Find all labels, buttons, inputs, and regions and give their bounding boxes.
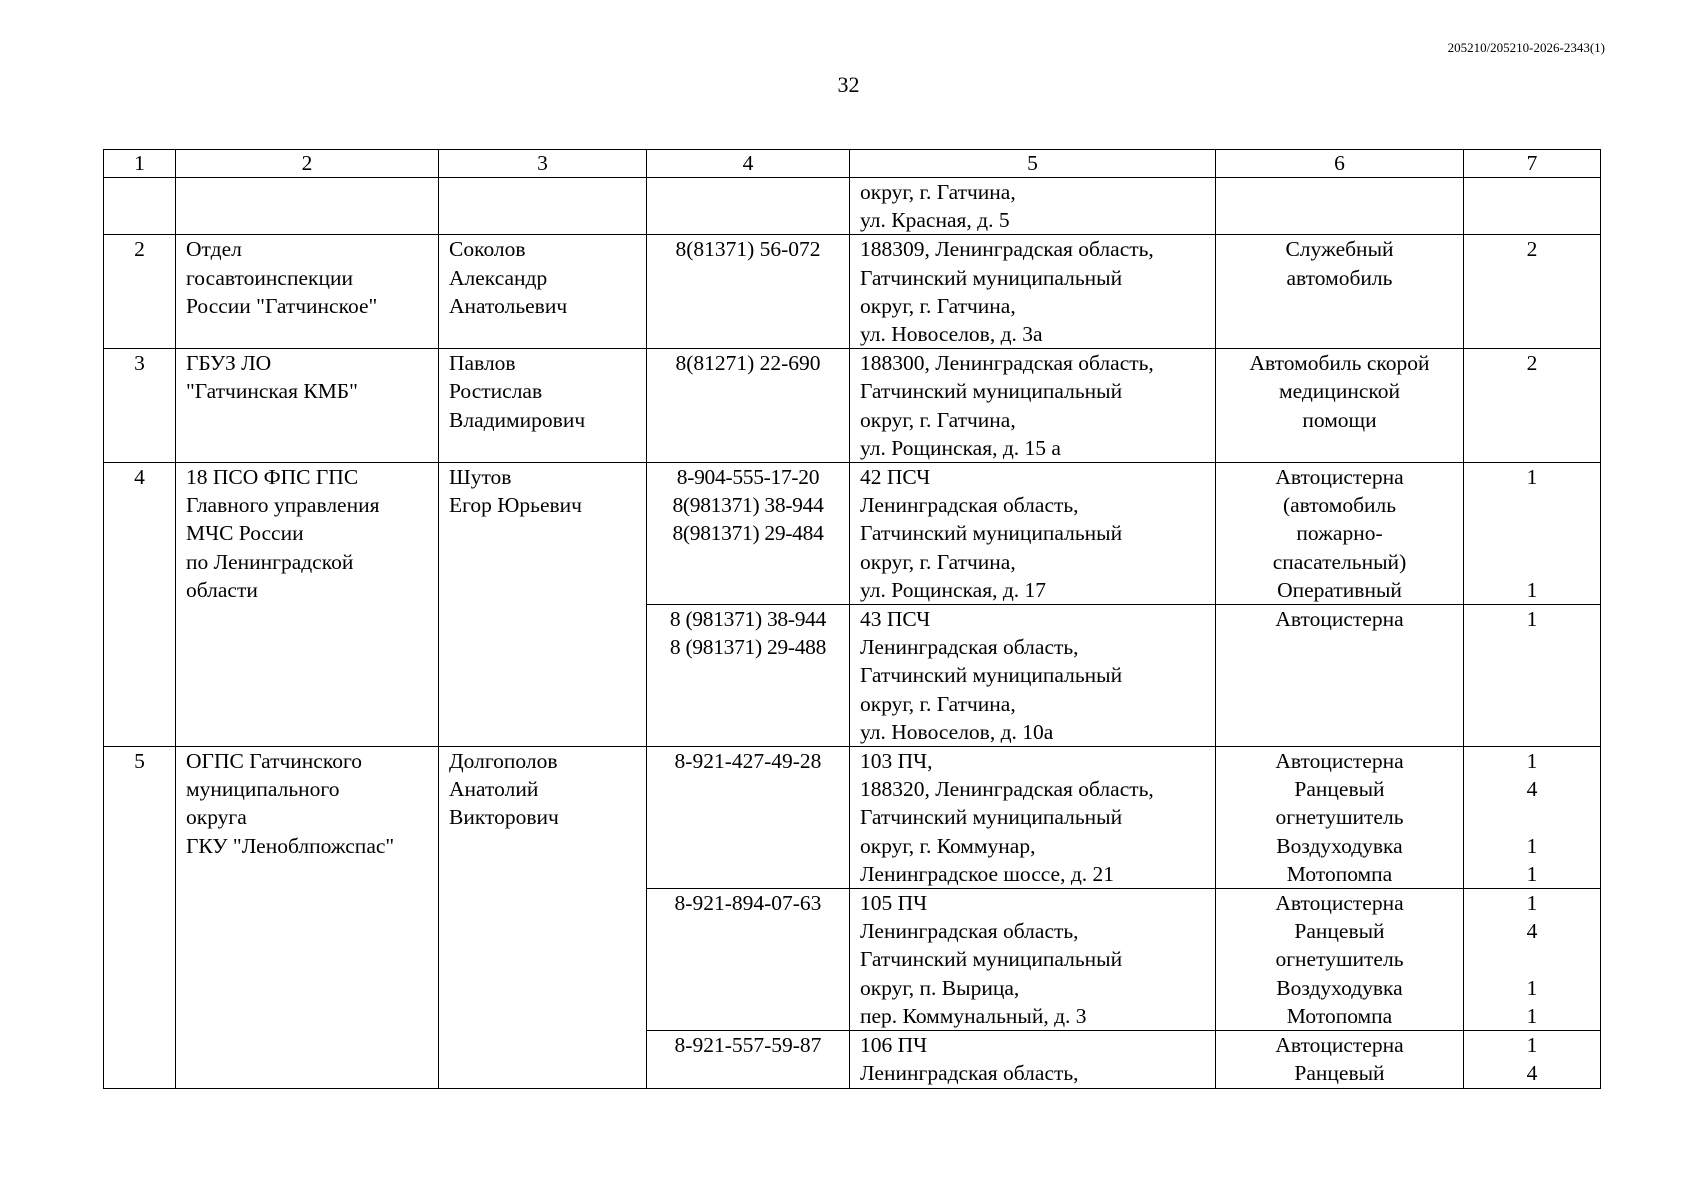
cell-line: округ, г. Гатчина,: [860, 293, 1016, 318]
resources-table: [103, 149, 1601, 1089]
row-number: 3: [104, 349, 176, 463]
equipment-cell: [1216, 605, 1464, 747]
quantity-cell: [1464, 235, 1601, 349]
cell-line: пожарно-: [1296, 521, 1383, 546]
organization-cell: [176, 349, 439, 463]
cell-line: 188300, Ленинградская область,: [860, 351, 1154, 376]
cell-line: Гатчинский муниципальный: [860, 947, 1123, 972]
responsible-person-cell: [439, 747, 647, 1088]
cell-line: области: [186, 577, 258, 602]
row-number: 5: [104, 747, 176, 1088]
column-header: 1: [104, 150, 176, 178]
cell-line: Александр: [449, 265, 548, 290]
cell-line: округ, п. Вырица,: [860, 975, 1020, 1000]
phone-cell: [647, 235, 850, 349]
cell-line: 188320, Ленинградская область,: [860, 777, 1154, 802]
cell-line: Ленинградское шоссе, д. 21: [860, 861, 1115, 886]
cell-line: 2: [1526, 237, 1538, 262]
phone-cell: [647, 1031, 850, 1088]
cell-line: Гатчинский муниципальный: [860, 379, 1123, 404]
cell-line: 4: [1526, 1061, 1538, 1086]
cell-line: 1: [1526, 975, 1538, 1000]
equipment-cell: [1216, 463, 1464, 605]
cell-line: округ, г. Гатчина,: [860, 549, 1016, 574]
cell-line: 8-921-427-49-28: [674, 749, 822, 774]
address-cell: [850, 605, 1216, 747]
cell-line: Ранцевый: [1294, 919, 1385, 944]
cell-line: Главного управления: [186, 493, 380, 518]
cell-line: Мотопомпа: [1286, 861, 1393, 886]
document-id: 205210/205210-2026-2343(1): [1447, 40, 1605, 55]
quantity-cell: [1464, 1031, 1601, 1088]
phone-cell: [647, 605, 850, 747]
cell-line: ул. Рощинская, д. 17: [860, 577, 1047, 602]
cell-line: Служебный: [1285, 237, 1394, 262]
cell-line: 2: [1526, 351, 1538, 376]
column-header: 2: [176, 150, 439, 178]
responsible-person-cell: [439, 463, 647, 747]
cell-line: Автомобиль скорой: [1249, 351, 1430, 376]
cell-line: пер. Коммунальный, д. 3: [860, 1003, 1087, 1028]
cell-line: Оперативный: [1277, 577, 1402, 602]
cell-line: госавтоинспекции: [186, 265, 353, 290]
cell-line: Отдел: [186, 237, 242, 262]
cell-line: Шутов: [449, 465, 512, 490]
cell-line: автомобиль: [1286, 265, 1393, 290]
cell-line: Автоцистерна: [1275, 465, 1404, 490]
cell-line: 8 (981371) 29-488: [669, 635, 827, 660]
cell-line: Павлов: [449, 351, 516, 376]
cell-line: Гатчинский муниципальный: [860, 663, 1123, 688]
equipment-cell: [1216, 178, 1464, 235]
cell-line: Владимирович: [449, 407, 586, 432]
column-header: 3: [439, 150, 647, 178]
cell-line: помощи: [1302, 407, 1377, 432]
cell-line: 8(981371) 29-484: [672, 521, 824, 546]
row-number: [104, 178, 176, 235]
cell-line: 8-921-557-59-87: [674, 1033, 822, 1058]
cell-line: 1: [1526, 607, 1538, 632]
column-header: 5: [850, 150, 1216, 178]
cell-line: [1464, 803, 1600, 831]
cell-line: Ленинградская область,: [860, 493, 1079, 518]
equipment-cell: [1216, 235, 1464, 349]
page-number: 32: [837, 72, 860, 97]
phone-cell: [647, 889, 850, 1031]
address-cell: [850, 1031, 1216, 1088]
equipment-cell: [1216, 889, 1464, 1031]
cell-line: Автоцистерна: [1275, 1033, 1404, 1058]
table-row: [104, 747, 1601, 889]
cell-line: Ранцевый: [1294, 777, 1385, 802]
cell-line: 8(81271) 22-690: [675, 351, 821, 376]
cell-line: МЧС России: [186, 521, 304, 546]
equipment-cell: [1216, 1031, 1464, 1088]
cell-line: 105 ПЧ: [860, 891, 928, 916]
table-header-row: [104, 150, 1601, 178]
quantity-cell: [1464, 463, 1601, 605]
table-row: [104, 349, 1601, 463]
cell-line: Ростислав: [449, 379, 543, 404]
cell-line: 1: [1526, 833, 1538, 858]
cell-line: ул. Новоселов, д. 3а: [860, 322, 1043, 347]
cell-line: Воздуходувка: [1276, 833, 1403, 858]
cell-line: ГКУ "Леноблпожспас": [186, 833, 395, 858]
cell-line: [1464, 548, 1600, 576]
row-number: 2: [104, 235, 176, 349]
cell-line: [1464, 519, 1600, 547]
cell-line: 1: [1526, 891, 1538, 916]
cell-line: (автомобиль: [1282, 493, 1397, 518]
cell-line: 4: [1526, 919, 1538, 944]
cell-line: 8 (981371) 38-944: [669, 607, 827, 632]
address-cell: [850, 747, 1216, 889]
cell-line: 8(981371) 38-944: [672, 493, 824, 518]
column-header: 4: [647, 150, 850, 178]
cell-line: Автоцистерна: [1275, 607, 1404, 632]
address-cell: [850, 349, 1216, 463]
cell-line: ОГПС Гатчинского: [186, 749, 362, 774]
cell-line: 1: [1526, 1003, 1538, 1028]
responsible-person-cell: [439, 178, 647, 235]
cell-line: 42 ПСЧ: [860, 465, 931, 490]
cell-line: ул. Красная, д. 5: [860, 208, 1010, 233]
cell-line: Долгополов: [449, 749, 558, 774]
address-cell: [850, 235, 1216, 349]
address-cell: [850, 178, 1216, 235]
cell-line: Викторович: [449, 805, 559, 830]
cell-line: Анатолий: [449, 777, 539, 802]
cell-line: 188309, Ленинградская область,: [860, 237, 1154, 262]
cell-line: 106 ПЧ: [860, 1033, 928, 1058]
phone-cell: [647, 349, 850, 463]
organization-cell: [176, 178, 439, 235]
organization-cell: [176, 463, 439, 747]
row-number: 4: [104, 463, 176, 747]
responsible-person-cell: [439, 349, 647, 463]
column-header: 6: [1216, 150, 1464, 178]
cell-line: Анатольевич: [449, 293, 568, 318]
table-row: [104, 235, 1601, 349]
cell-line: Ранцевый: [1294, 1061, 1385, 1086]
equipment-cell: [1216, 349, 1464, 463]
cell-line: округа: [186, 805, 247, 830]
cell-line: ГБУЗ ЛО: [186, 351, 272, 376]
cell-line: по Ленинградской: [186, 549, 354, 574]
cell-line: округ, г. Гатчина,: [860, 180, 1016, 204]
phone-cell: [647, 178, 850, 235]
cell-line: Ленинградская область,: [860, 919, 1079, 944]
cell-line: 1: [1526, 1033, 1538, 1058]
cell-line: огнетушитель: [1275, 805, 1404, 830]
cell-line: Автоцистерна: [1275, 891, 1404, 916]
cell-line: ул. Рощинская, д. 15 а: [860, 435, 1061, 460]
cell-line: Ленинградская область,: [860, 1061, 1079, 1086]
phone-cell: [647, 463, 850, 605]
cell-line: Соколов: [449, 237, 526, 262]
cell-line: округ, г. Коммунар,: [860, 833, 1036, 858]
quantity-cell: [1464, 349, 1601, 463]
cell-line: Гатчинский муниципальный: [860, 805, 1123, 830]
phone-cell: [647, 747, 850, 889]
organization-cell: [176, 747, 439, 1088]
cell-line: Егор Юрьевич: [449, 493, 582, 518]
cell-line: 4: [1526, 777, 1538, 802]
equipment-cell: [1216, 747, 1464, 889]
cell-line: округ, г. Гатчина,: [860, 407, 1016, 432]
address-cell: [850, 463, 1216, 605]
cell-line: [1464, 491, 1600, 519]
cell-line: 8-904-555-17-20: [676, 465, 820, 490]
cell-line: 1: [1526, 577, 1538, 602]
cell-line: медицинской: [1279, 379, 1400, 404]
cell-line: Ленинградская область,: [860, 635, 1079, 660]
quantity-cell: [1464, 747, 1601, 889]
cell-line: [1464, 945, 1600, 973]
cell-line: Автоцистерна: [1275, 749, 1404, 774]
cell-line: ул. Новоселов, д. 10а: [860, 719, 1054, 744]
cell-line: 1: [1526, 861, 1538, 886]
cell-line: 18 ПСО ФПС ГПС: [186, 465, 359, 490]
cell-line: 1: [1526, 749, 1538, 774]
quantity-cell: [1464, 889, 1601, 1031]
cell-line: огнетушитель: [1275, 947, 1404, 972]
cell-line: Гатчинский муниципальный: [860, 521, 1123, 546]
column-header: 7: [1464, 150, 1601, 178]
cell-line: Воздуходувка: [1276, 975, 1403, 1000]
quantity-cell: [1464, 605, 1601, 747]
cell-line: 103 ПЧ,: [860, 749, 933, 774]
cell-line: "Гатчинская КМБ": [186, 379, 358, 404]
quantity-cell: [1464, 178, 1601, 235]
cell-line: России "Гатчинское": [186, 293, 378, 318]
cell-line: Мотопомпа: [1286, 1003, 1393, 1028]
table-row: [104, 463, 1601, 605]
organization-cell: [176, 235, 439, 349]
address-cell: [850, 889, 1216, 1031]
cell-line: муниципального: [186, 777, 340, 802]
table-row: [104, 178, 1601, 235]
cell-line: 1: [1526, 465, 1538, 490]
cell-line: округ, г. Гатчина,: [860, 691, 1016, 716]
cell-line: 8-921-894-07-63: [674, 891, 822, 916]
responsible-person-cell: [439, 235, 647, 349]
cell-line: спасательный): [1272, 549, 1407, 574]
cell-line: 8(81371) 56-072: [675, 237, 821, 262]
cell-line: 43 ПСЧ: [860, 607, 931, 632]
cell-line: Гатчинский муниципальный: [860, 265, 1123, 290]
